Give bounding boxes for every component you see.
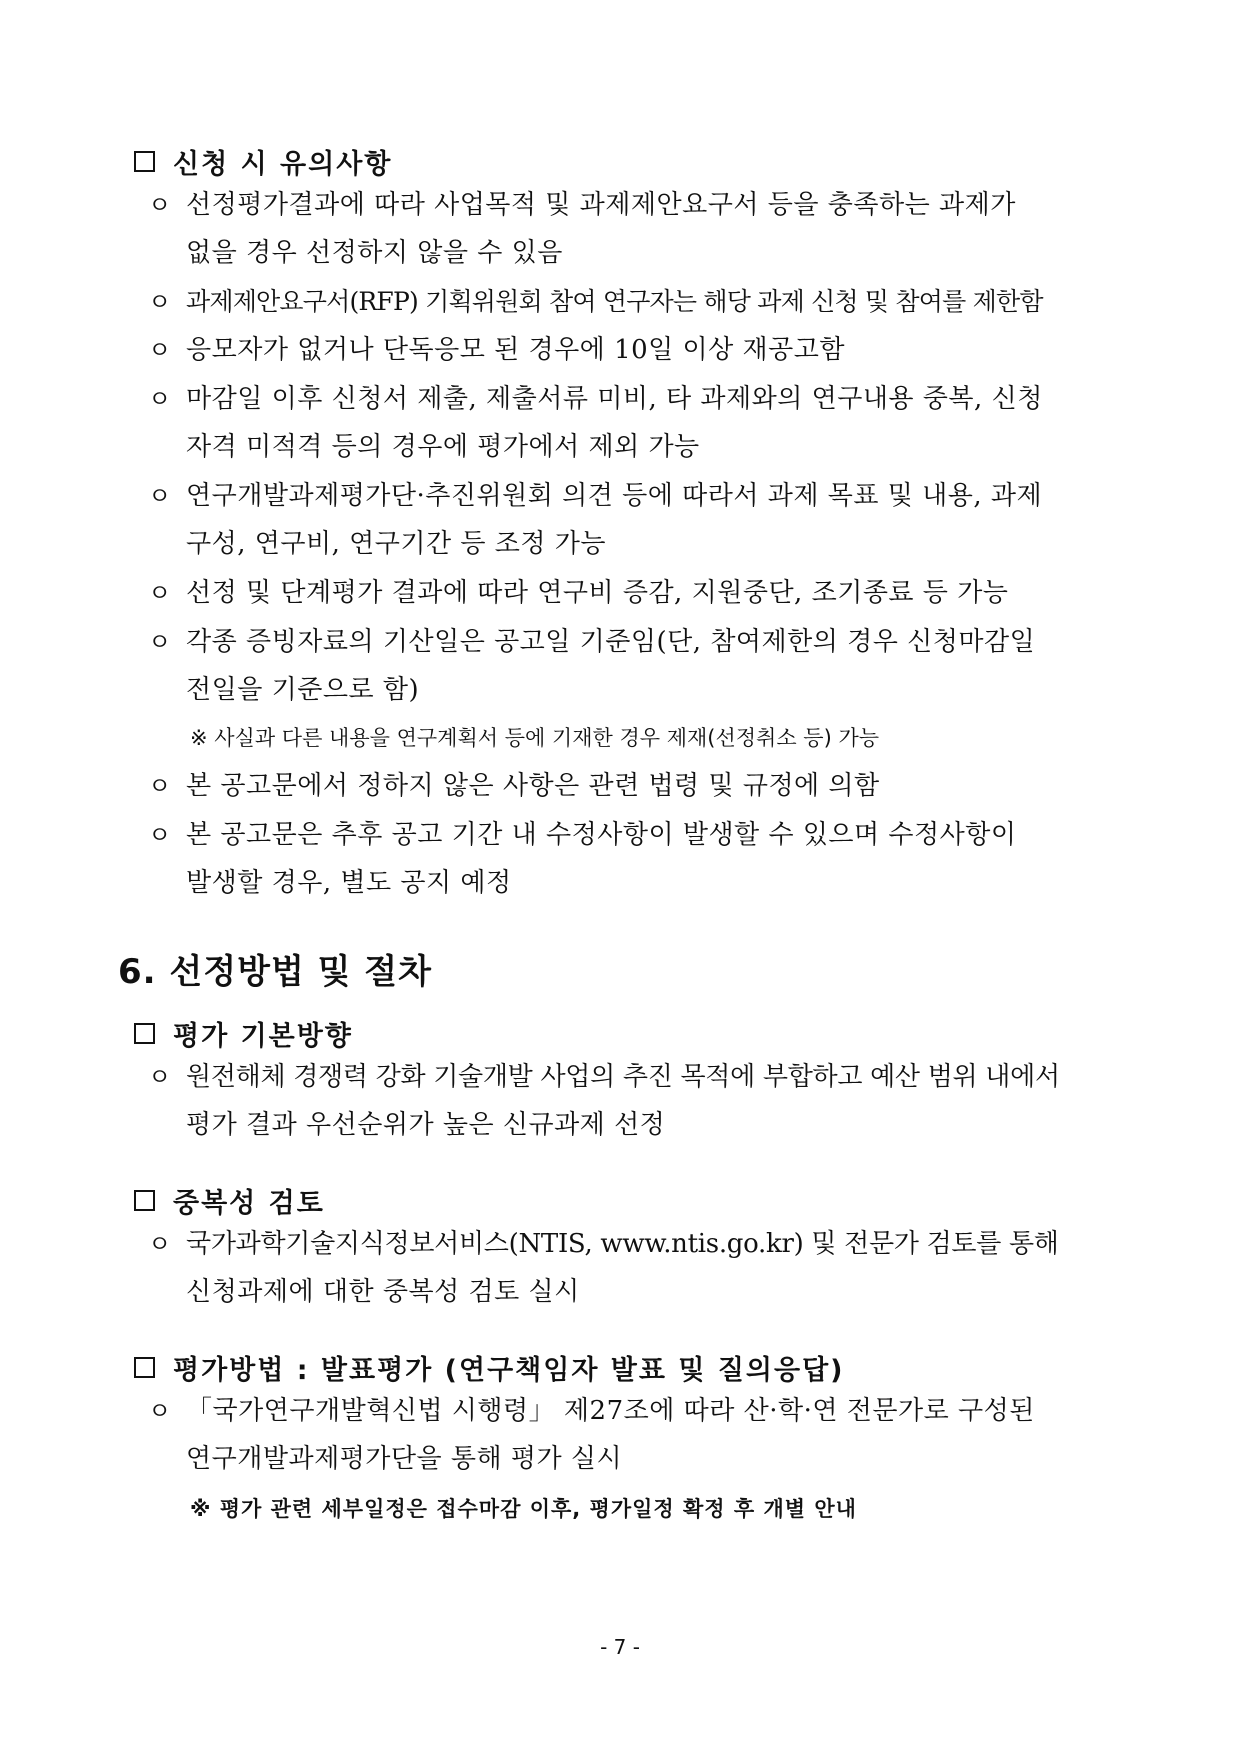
item-line: 「국가연구개발혁신법 시행령」 제27조에 따라 산·학·연 전문가로 구성된 — [186, 1396, 1035, 1426]
item-line: 본 공고문에서 정하지 않은 사항은 관련 법령 및 규정에 의함 — [186, 771, 880, 801]
section-heading-notice: 신청 시 유의사항 — [134, 142, 392, 181]
bullet-icon: ㅇ — [148, 482, 172, 510]
page-number: - 7 - — [600, 1635, 640, 1659]
bullet-icon: ㅇ — [148, 1230, 172, 1258]
item-line: 없을 경우 선정하지 않을 수 있음 — [186, 238, 563, 268]
checkbox-square-icon — [134, 1357, 155, 1378]
checkbox-square-icon — [134, 1023, 155, 1044]
bullet-icon: ㅇ — [148, 191, 172, 219]
section-heading-evaluation-direction: 평가 기본방향 — [134, 1014, 353, 1053]
bullet-icon: ㅇ — [148, 821, 172, 849]
item-line: 구성, 연구비, 연구기간 등 조정 가능 — [186, 529, 606, 559]
item-line: 과제제안요구서(RFP) 기획위원회 참여 연구자는 해당 과제 신청 및 참여를 제한함 — [186, 287, 1043, 316]
section-heading-evaluation-method: 평가방법 : 발표평가 (연구책임자 발표 및 질의응답) — [134, 1348, 845, 1387]
note-text: ※ 사실과 다른 내용을 연구계획서 등에 기재한 경우 제재(선정취소 등) 가능 — [190, 726, 880, 750]
bullet-icon: ㅇ — [148, 579, 172, 607]
item-line: 각종 증빙자료의 기산일은 공고일 기준임(단, 참여제한의 경우 신청마감일 — [186, 627, 1036, 657]
item-line: 원전해체 경쟁력 강화 기술개발 사업의 추진 목적에 부합하고 예산 범위 내에서 — [186, 1062, 1060, 1092]
bullet-icon: ㅇ — [148, 288, 172, 316]
note-text: ※ 평가 관련 세부일정은 접수마감 이후, 평가일정 확정 후 개별 안내 — [190, 1497, 857, 1521]
bullet-icon: ㅇ — [148, 628, 172, 656]
bullet-icon: ㅇ — [148, 336, 172, 364]
bullet-icon: ㅇ — [148, 385, 172, 413]
item-line: 전일을 기준으로 함) — [186, 675, 420, 705]
bullet-icon: ㅇ — [148, 772, 172, 800]
checkbox-square-icon — [134, 151, 155, 172]
item-line: 연구개발과제평가단을 통해 평가 실시 — [186, 1444, 623, 1474]
item-line: 마감일 이후 신청서 제출, 제출서류 미비, 타 과제와의 연구내용 중복, 신청 — [186, 384, 1043, 414]
section-heading-duplication-review: 중복성 검토 — [134, 1181, 325, 1220]
item-line: 선정평가결과에 따라 사업목적 및 과제제안요구서 등을 충족하는 과제가 — [186, 190, 1016, 220]
item-line: 선정 및 단계평가 결과에 따라 연구비 증감, 지원중단, 조기종료 등 가능 — [186, 578, 1009, 608]
item-line: 국가과학기술지식정보서비스(NTIS, www.ntis.go.kr) 및 전문가 검토를 통해 — [186, 1229, 1059, 1259]
item-line: 평가 결과 우선순위가 높은 신규과제 선정 — [186, 1110, 666, 1140]
checkbox-square-icon — [134, 1190, 155, 1211]
item-line: 발생할 경우, 별도 공지 예정 — [186, 868, 512, 898]
bullet-icon: ㅇ — [148, 1063, 172, 1091]
bullet-icon: ㅇ — [148, 1397, 172, 1425]
chapter-title: 6. 선정방법 및 절차 — [118, 952, 432, 992]
item-line: 본 공고문은 추후 공고 기간 내 수정사항이 발생할 수 있으며 수정사항이 — [186, 820, 1017, 850]
item-line: 신청과제에 대한 중복성 검토 실시 — [186, 1277, 580, 1307]
item-line: 자격 미적격 등의 경우에 평가에서 제외 가능 — [186, 432, 700, 462]
item-line: 응모자가 없거나 단독응모 된 경우에 10일 이상 재공고함 — [186, 335, 845, 365]
item-line: 연구개발과제평가단·추진위원회 의견 등에 따라서 과제 목표 및 내용, 과제 — [186, 481, 1043, 511]
